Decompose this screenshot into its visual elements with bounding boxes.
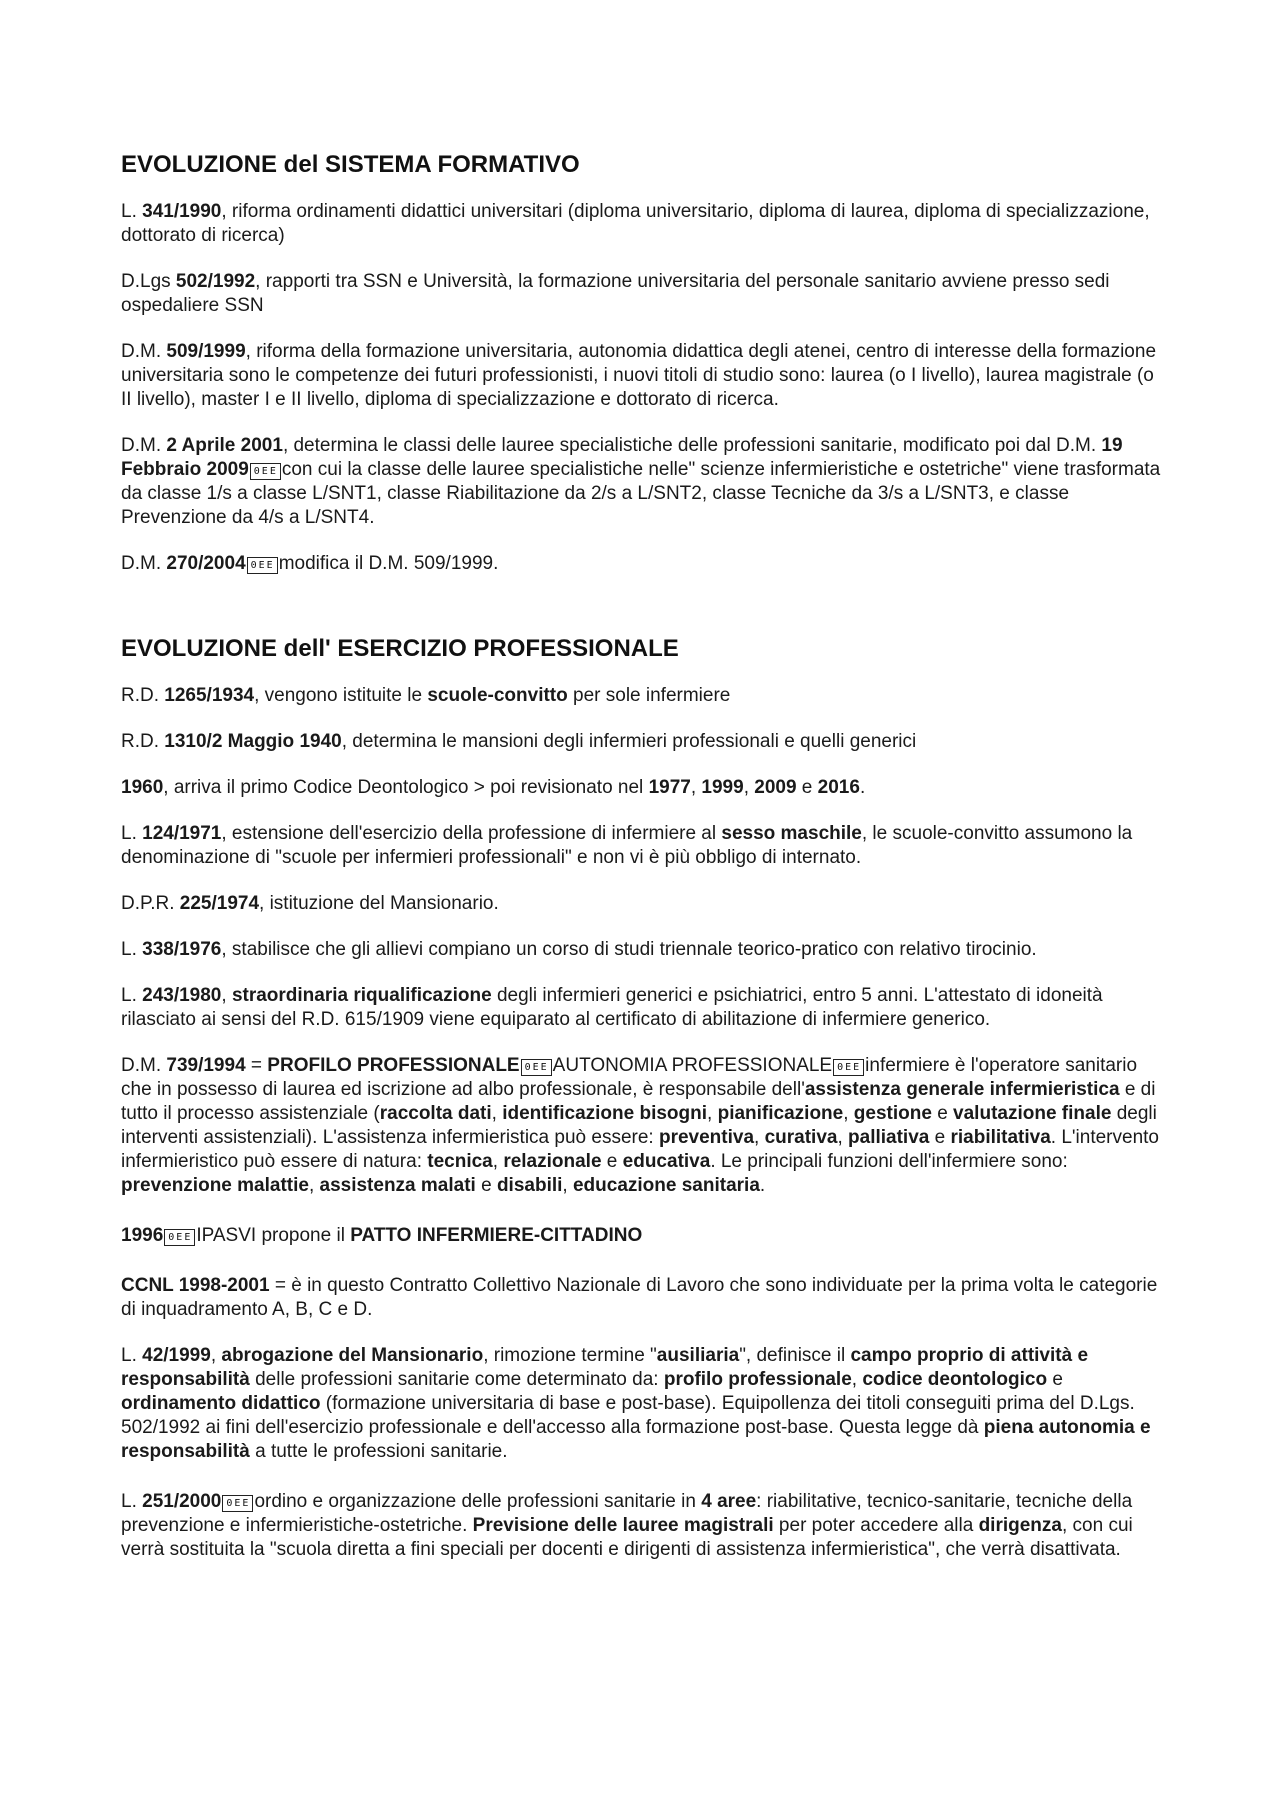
paragraph-l-341-1990: L. 341/1990, riforma ordinamenti didattici universitari (diploma universitario, diploma di laurea, diploma di specializzazione, dottorato di ricerca) xyxy=(121,201,1150,246)
missing-glyph-box: 0EE xyxy=(250,463,281,480)
paragraph-dm-2-aprile-2001: D.M. 2 Aprile 2001, determina le classi delle lauree specialistiche delle professioni sanitarie, modificato poi dal D.M. 19 Febbraio 2009 0EE con cui la classe delle lauree specialistiche nelle" scienze infermieristiche e ostetriche" viene trasformata da classe 1/s a classe L/SNT1, classe Riabilitazione da 2/s a L/SNT2, classe Tecniche da 3/s a L/SNT3, e classe Prevenzione da 4/s a L/SNT4. xyxy=(121,435,1161,528)
paragraph-dlgs-502-1992: D.Lgs 502/1992, rapporti tra SSN e Università, la formazione universitaria del personale sanitario avviene presso sedi ospedaliere SSN xyxy=(121,271,1110,316)
paragraph-dm-739-1994: D.M. 739/1994 = PROFILO PROFESSIONALE 0EE AUTONOMIA PROFESSIONALE 0EE infermiere è l'operatore sanitario che in possesso di laurea ed iscrizione ad albo professionale, è responsabile dell'assistenza generale infermieristica e di tutto il processo assistenziale (raccolta dati, identificazione bisogni, pianificazione, gestione e valutazione finale degli interventi assistenziali). L'assistenza infermieristica può essere: preventiva, curativa, palliativa e riabilitativa. L'intervento infermieristico può essere di natura: tecnica, relazionale e educativa. Le principali funzioni dell'infermiere sono: prevenzione malattie, assistenza malati e disabili, educazione sanitaria. xyxy=(121,1055,1159,1196)
paragraph-1996-ipasvi: 1996 0EE IPASVI propone il PATTO INFERMIERE-CITTADINO xyxy=(121,1225,643,1246)
missing-glyph-box: 0EE xyxy=(164,1229,195,1246)
paragraph-rd-1265-1934: R.D. 1265/1934, vengono istituite le scuole-convitto per sole infermiere xyxy=(121,685,731,706)
paragraph-rd-1310-1940: R.D. 1310/2 Maggio 1940, determina le mansioni degli infermieri professionali e quelli generici xyxy=(121,731,917,752)
paragraph-1960-codice: 1960, arriva il primo Codice Deontologico > poi revisionato nel 1977, 1999, 2009 e 2016. xyxy=(121,777,866,798)
paragraph-l-243-1980: L. 243/1980, straordinaria riqualificazione degli infermieri generici e psichiatrici, entro 5 anni. L'attestato di idoneità rilasciato ai sensi del R.D. 615/1909 viene equiparato al certificato di abilitazione di infermiere generico. xyxy=(121,985,1103,1030)
paragraph-l-42-1999: L. 42/1999, abrogazione del Mansionario, rimozione termine "ausiliaria", definisce il campo proprio di attività e responsabilità delle professioni sanitarie come determinato da: profilo professionale, codice deontologico e ordinamento didattico (formazione universitaria di base e post-base). Equipollenza dei titoli conseguiti prima del D.Lgs. 502/1992 ai fini dell'esercizio professionale e dell'accesso alla formazione post-base. Questa legge dà piena autonomia e responsabilità a tutte le professioni sanitarie. xyxy=(121,1345,1151,1462)
missing-glyph-box: 0EE xyxy=(222,1495,253,1512)
missing-glyph-box: 0EE xyxy=(521,1059,552,1076)
paragraph-l-124-1971: L. 124/1971, estensione dell'esercizio della professione di infermiere al sesso maschile, le scuole-convitto assumono la denominazione di "scuole per infermieri professionali" e non vi è più obbligo di internato. xyxy=(121,823,1133,868)
paragraph-l-338-1976: L. 338/1976, stabilisce che gli allievi compiano un corso di studi triennale teorico-pratico con relativo tirocinio. xyxy=(121,939,1037,960)
paragraph-dm-509-1999: D.M. 509/1999, riforma della formazione universitaria, autonomia didattica degli atenei, centro di interesse della formazione universitaria sono le competenze dei futuri professionisti, i nuovi titoli di studio sono: laurea (o I livello), laurea magistrale (o II livello), master I e II livello, diploma di specializzazione e dottorato di ricerca. xyxy=(121,341,1157,410)
paragraph-dpr-225-1974: D.P.R. 225/1974, istituzione del Mansionario. xyxy=(121,893,499,914)
paragraph-ccnl-1998-2001: CCNL 1998-2001 = è in questo Contratto Collettivo Nazionale di Lavoro che sono individuate per la prima volta le categorie di inquadramento A, B, C e D. xyxy=(121,1275,1158,1320)
section-title-esercizio-professionale: EVOLUZIONE dell' ESERCIZIO PROFESSIONALE xyxy=(121,635,679,662)
missing-glyph-box: 0EE xyxy=(247,557,278,574)
paragraph-dm-270-2004: D.M. 270/2004 0EE modifica il D.M. 509/1999. xyxy=(121,553,499,574)
section-title-sistema-formativo: EVOLUZIONE del SISTEMA FORMATIVO xyxy=(121,151,580,178)
paragraph-l-251-2000: L. 251/2000 0EE ordino e organizzazione delle professioni sanitarie in 4 aree: riabilitative, tecnico-sanitarie, tecniche della prevenzione e infermieristiche-ostetriche. Previsione delle lauree magistrali per poter accedere alla dirigenza, con cui verrà sostituita la "scuola diretta a fini speciali per docenti e dirigenti di assistenza infermieristica", che verrà disattivata. xyxy=(121,1491,1133,1560)
missing-glyph-box: 0EE xyxy=(833,1059,864,1076)
